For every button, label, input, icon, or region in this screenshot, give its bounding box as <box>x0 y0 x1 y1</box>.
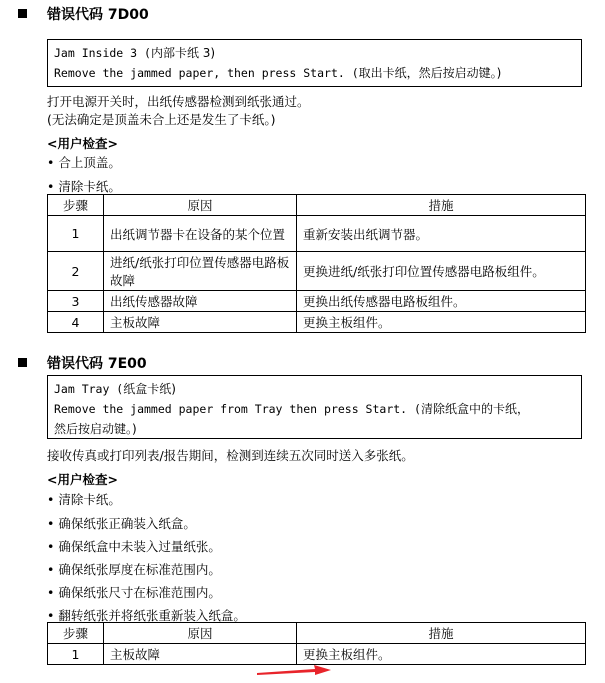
table-row <box>48 216 586 252</box>
table-header-row <box>48 195 586 216</box>
display-message-box <box>47 39 582 87</box>
message-line-1: Jam Inside 3 (内部卡纸 3) <box>54 46 216 60</box>
message-line-2: Remove the jammed paper, then press Start. (取出卡纸，然后按启动键。) <box>54 66 502 80</box>
header-cause: 原因 <box>104 623 297 644</box>
section-2-heading <box>18 353 147 373</box>
user-check-title: <用户检查> <box>47 472 118 487</box>
error-code-title: 错误代码 7E00 <box>47 356 147 372</box>
cell-cause: 进纸/纸张打印位置传感器电路板故障 <box>104 252 297 291</box>
user-check-item: • 翻转纸张并将纸张重新装入纸盒。 <box>47 608 246 623</box>
red-arrow-icon <box>255 662 335 678</box>
message-line-1: Jam Tray (纸盒卡纸) <box>54 382 176 396</box>
header-action: 措施 <box>297 623 586 644</box>
cell-step: 3 <box>48 291 104 312</box>
cell-action: 更换主板组件。 <box>297 312 586 333</box>
description-line: 接收传真或打印列表/报告期间，检测到连续五次同时送入多张纸。 <box>47 448 414 463</box>
table-row <box>48 312 586 333</box>
cell-step: 2 <box>48 252 104 291</box>
cell-step: 1 <box>48 216 104 252</box>
message-line-3: 然后按启动键。) <box>54 422 137 436</box>
square-bullet-icon <box>18 358 27 367</box>
user-check-item: • 确保纸张正确装入纸盒。 <box>47 516 196 531</box>
cell-cause: 主板故障 <box>104 312 297 333</box>
cause-table <box>47 622 586 665</box>
message-line-2: Remove the jammed paper from Tray then press Start. (清除纸盒中的卡纸， <box>54 402 529 416</box>
header-step: 步骤 <box>48 195 104 216</box>
cell-action: 更换主板组件。 <box>297 644 586 665</box>
description-line: 打开电源开关时，出纸传感器检测到纸张通过。 <box>47 94 310 109</box>
user-check-item: • 确保纸盒中未装入过量纸张。 <box>47 539 221 554</box>
user-check-item: • 清除卡纸。 <box>47 179 121 194</box>
cell-action: 更换出纸传感器电路板组件。 <box>297 291 586 312</box>
display-message-box <box>47 375 582 439</box>
table-row <box>48 252 586 291</box>
user-check-item: • 确保纸张厚度在标准范围内。 <box>47 562 221 577</box>
cell-step: 4 <box>48 312 104 333</box>
user-check-item: • 清除卡纸。 <box>47 492 121 507</box>
user-check-title: <用户检查> <box>47 136 118 151</box>
cell-action: 重新安装出纸调节器。 <box>297 216 586 252</box>
cell-step: 1 <box>48 644 104 665</box>
section-1-heading <box>18 4 149 24</box>
header-cause: 原因 <box>104 195 297 216</box>
header-step: 步骤 <box>48 623 104 644</box>
arrow-shape <box>257 665 331 675</box>
header-action: 措施 <box>297 195 586 216</box>
square-bullet-icon <box>18 9 27 18</box>
table-header-row <box>48 623 586 644</box>
user-check-item: • 合上顶盖。 <box>47 155 121 170</box>
cause-table <box>47 194 586 333</box>
table-row <box>48 291 586 312</box>
cell-action: 更换进纸/纸张打印位置传感器电路板组件。 <box>297 252 586 291</box>
description-line: (无法确定是顶盖未合上还是发生了卡纸。) <box>47 112 276 127</box>
cell-cause: 出纸传感器故障 <box>104 291 297 312</box>
cell-cause: 出纸调节器卡在设备的某个位置 <box>104 216 297 252</box>
user-check-item: • 确保纸张尺寸在标准范围内。 <box>47 585 221 600</box>
error-code-title: 错误代码 7D00 <box>47 7 149 23</box>
cell-cause: 主板故障 <box>104 644 297 665</box>
